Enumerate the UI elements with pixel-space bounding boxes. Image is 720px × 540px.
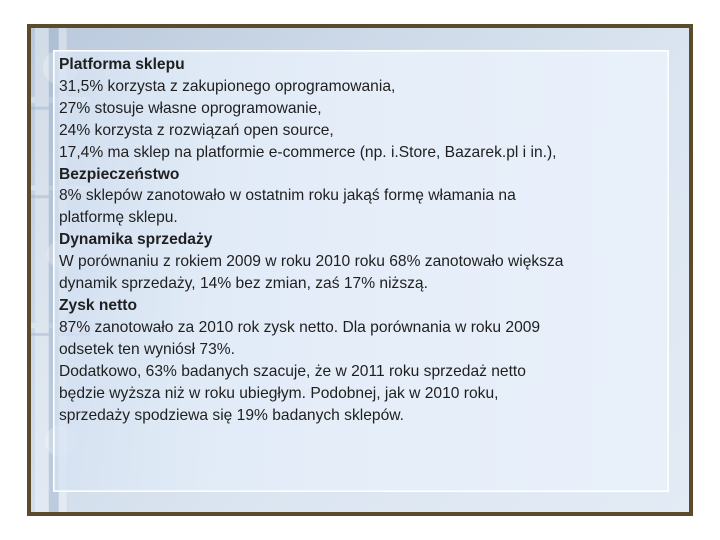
text-line: 87% zanotowało za 2010 rok zysk netto. Dla porównania w roku 2009: [59, 318, 541, 336]
section-heading-security: Bezpieczeństwo: [59, 165, 180, 183]
text-line: 27% stosuje własne oprogramowanie,: [59, 99, 322, 117]
text-line: platformę sklepu.: [59, 209, 178, 227]
text-line: sprzedaży spodziewa się 19% badanych sklepów.: [59, 406, 404, 424]
text-line: 17,4% ma sklep na platformie e-commerce (np. i.Store, Bazarek.pl i in.),: [59, 143, 557, 161]
section-heading-sales-dynamics: Dynamika sprzedaży: [59, 231, 213, 249]
text-line: będzie wyższa niż w roku ubiegłym. Podobnej, jak w 2010 roku,: [59, 384, 499, 402]
text-line: dynamik sprzedaży, 14% bez zmian, zaś 17% niższą.: [59, 275, 428, 293]
text-line: 31,5% korzysta z zakupionego oprogramowania,: [59, 77, 396, 95]
text-line: Dodatkowo, 63% badanych szacuje, że w 2011 roku sprzedaż netto: [59, 362, 526, 380]
section-heading-net-profit: Zysk netto: [59, 296, 137, 314]
text-line: 8% sklepów zanotowało w ostatnim roku jakąś formę włamania na: [59, 187, 516, 205]
text-line: W porównaniu z rokiem 2009 w roku 2010 roku 68% zanotowało większa: [59, 253, 564, 271]
text-line: 24% korzysta z rozwiązań open source,: [59, 121, 334, 139]
text-line: odsetek ten wyniósł 73%.: [59, 340, 235, 358]
slide-content: [59, 54, 659, 426]
section-heading-platform: Platforma sklepu: [59, 56, 185, 73]
